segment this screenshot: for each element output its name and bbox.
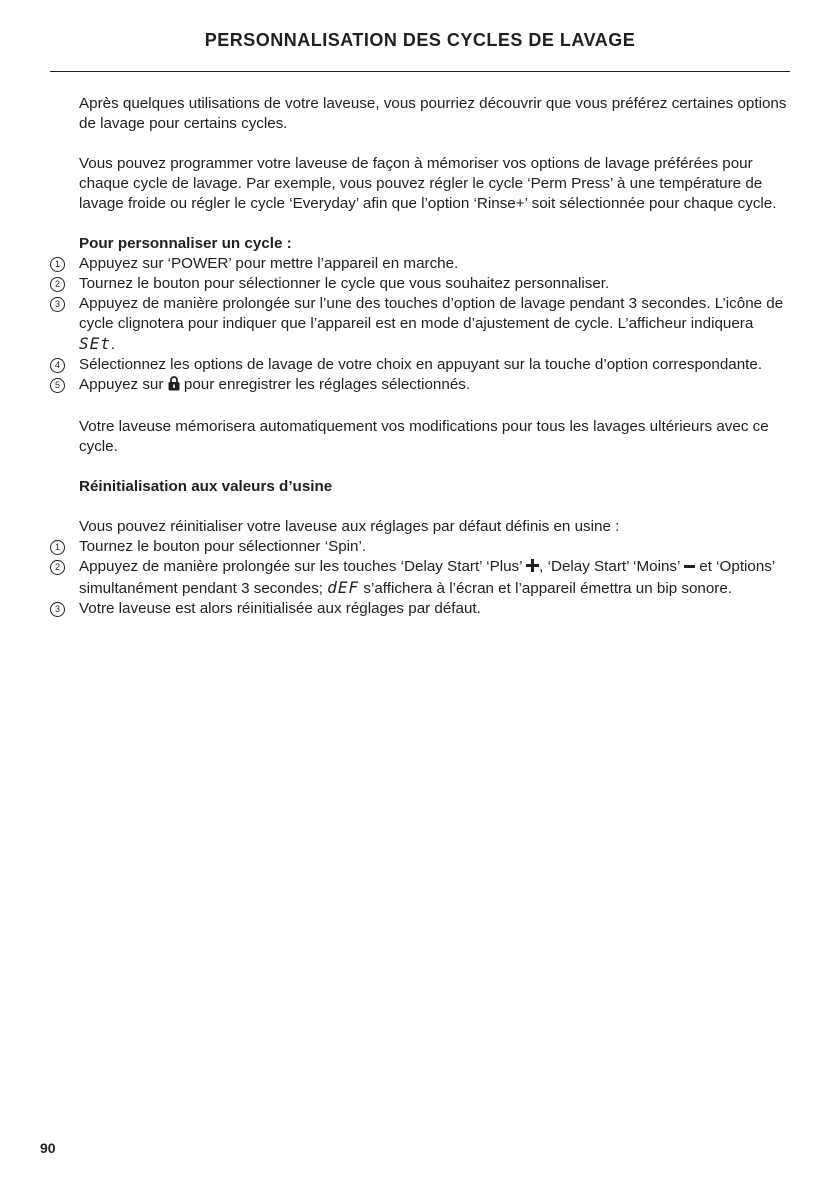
step-text: et ‘Options’ simultanément pendant 3 secondes;	[79, 558, 775, 597]
reset-steps	[54, 537, 789, 619]
customize-heading: Pour personnaliser un cycle :	[79, 235, 292, 252]
step-text: Appuyez sur ‘POWER’ pour mettre l’appareil en marche.	[79, 255, 459, 272]
step-text: Appuyez sur	[79, 376, 164, 393]
step-text: Votre laveuse est alors réinitialisée aux réglages par défaut.	[79, 600, 481, 617]
step-number-5: 5	[50, 378, 65, 393]
customize-steps	[54, 254, 789, 397]
reset-intro: Vous pouvez réinitialiser votre laveuse aux réglages par défaut définis en usine :	[79, 518, 620, 535]
plus-icon	[526, 558, 539, 578]
list-item	[54, 599, 789, 619]
step-text: s’affichera à l’écran et l’appareil émettra un bip sonore.	[363, 580, 733, 597]
step-text: , ‘Delay Start’ ‘Moins’	[539, 558, 680, 575]
list-item	[54, 375, 789, 397]
step-number-3: 3	[50, 602, 65, 617]
list-item	[54, 274, 789, 294]
step-text-end: pour enregistrer les réglages sélectionnés.	[183, 376, 471, 393]
reset-heading: Réinitialisation aux valeurs d’usine	[79, 478, 333, 495]
step-number-2: 2	[50, 560, 65, 575]
step-number-1: 1	[50, 540, 65, 555]
step-number-2: 2	[50, 277, 65, 292]
intro-paragraph-1: Après quelques utilisations de votre laveuse, vous pourriez découvrir que vous préférez certaines options de lavage pour certains cycles.	[79, 95, 787, 132]
step-text: Appuyez de manière prolongée sur les touches ‘Delay Start’ ‘Plus’	[79, 558, 522, 575]
customize-closing: Votre laveuse mémorisera automatiquement vos modifications pour tous les lavages ultérieurs avec ce cycle.	[79, 418, 769, 455]
step-number-3: 3	[50, 297, 65, 312]
step-text-end: .	[110, 336, 116, 353]
display-readout-def: dEF	[327, 578, 360, 597]
list-item	[54, 254, 789, 274]
step-number-1: 1	[50, 257, 65, 272]
intro-paragraph-2: Vous pouvez programmer votre laveuse de façon à mémoriser vos options de lavage préférées pour chaque cycle de lavage. Par exemple, vous pouvez régler le cycle ‘Perm Press’ à une température de lavage froide ou régler le cycle ‘Everyday’ afin que l’option ‘Rinse+’ soit sélectionnée pour chaque cycle.	[79, 155, 777, 212]
step-text: Appuyez de manière prolongée sur l’une des touches d’option de lavage pendant 3 secondes. L’icône de cycle clignotera pour indiquer que l’appareil est en mode d’ajustement de cycle. L’afficheur indiquera	[79, 295, 784, 332]
step-number-4: 4	[50, 358, 65, 373]
step-text: Tournez le bouton pour sélectionner ‘Spin’.	[79, 538, 367, 555]
list-item	[54, 557, 789, 599]
list-item	[54, 537, 789, 557]
display-readout-set: SEt	[79, 334, 111, 353]
page-number: 90	[40, 1140, 56, 1156]
minus-icon	[684, 558, 695, 578]
page-title: PERSONNALISATION DES CYCLES DE LAVAGE	[204, 30, 636, 50]
step-text: Sélectionnez les options de lavage de votre choix en appuyant sur la touche d’option correspondante.	[79, 356, 763, 373]
title-divider	[50, 71, 790, 72]
list-item	[54, 355, 789, 375]
document-body	[54, 94, 789, 619]
step-text: Tournez le bouton pour sélectionner le cycle que vous souhaitez personnaliser.	[79, 275, 610, 292]
list-item	[54, 294, 789, 355]
lock-icon	[168, 376, 180, 397]
